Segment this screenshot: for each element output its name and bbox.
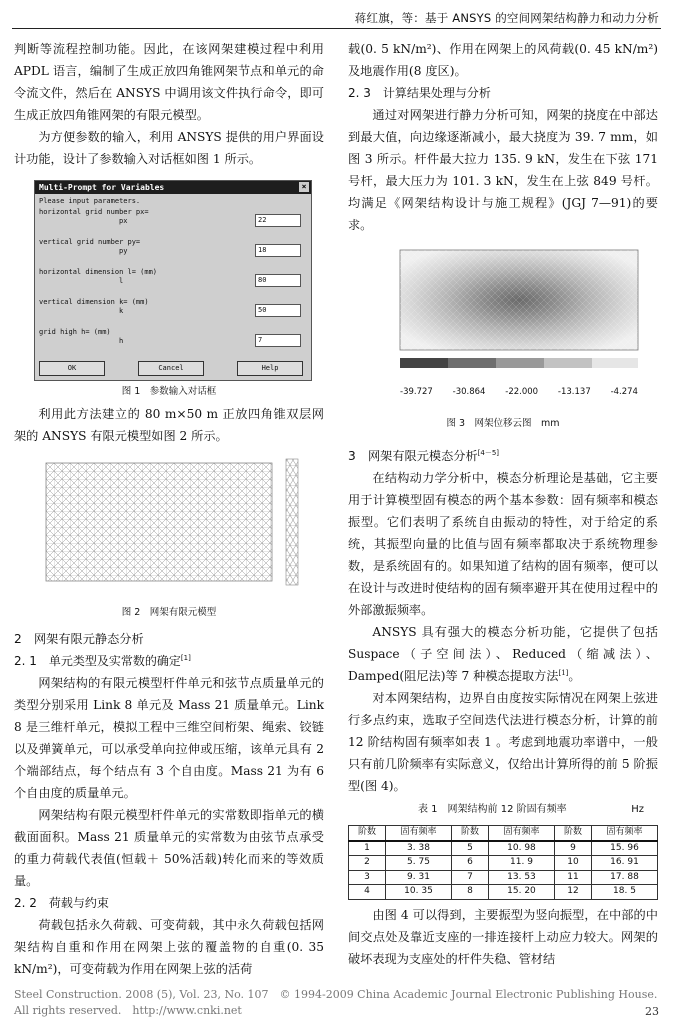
field-h [39,328,303,346]
table-cell: 11. 9 [489,856,555,871]
running-header: 蒋红旗，等：基于 ANSYS 的空间网架结构静力和动力分析 [354,11,659,25]
left-paragraph-1: 判断等流程控制功能。因此，在该网架建模过程中利用 APDL 语言，编制了生成正放四角锥网架节点和单元的命令流文件，然后在 ANSYS 中调用该文件执行命令，即可生成正放四角锥网架的有限元模型。 [14,42,324,122]
cancel-button[interactable]: Cancel [138,361,204,376]
left-paragraph-3: 利用此方法建立的 80 m×50 m 正放四角锥双层网架的 ANSYS 有限元模型如图 2 所示。 [14,407,324,443]
table-cell: 3 [349,870,386,885]
displacement-contour-image [348,244,658,374]
table-row [349,856,658,871]
field-label: vertical dimension k= (mm) [39,298,149,306]
table-cell: 9. 31 [386,870,452,885]
footer-text: Steel Construction. 2008 (5), Vol. 23, No. 107 © 1994-2009 China Academic Journal Electronic Publishing House. All rights reserved. http://www.cnki.net [14,988,658,1017]
ok-button[interactable]: OK [39,361,105,376]
figure-1-caption: 图 1 参数输入对话框 [121,386,217,397]
field-sub: px [119,217,128,225]
citation: [4－5] [477,448,500,457]
table-cell: 15. 20 [489,885,555,900]
section-2-2-heading: 2. 2 荷载与约束 [14,896,109,910]
table-cell: 7 [451,870,488,885]
table-cell: 6 [451,856,488,871]
field-label: horizontal dimension l= (mm) [39,268,158,276]
page-number: 23 [645,1005,659,1018]
table-cell: 4 [349,885,386,900]
fem-mesh-image [14,455,324,595]
section-2-heading: 2 网架有限元静态分析 [14,632,144,646]
dialog-body [35,194,311,380]
field-label: grid high h= (mm) [39,328,111,336]
right-paragraph-1: 载(0. 5 kN/m²)、作用在网架上的风荷载(0. 45 kN/m²)及地震作用(8 度区)。 [348,42,658,78]
dialog-title: Multi-Prompt for Variables [39,183,165,192]
legend-value: -4.274 [610,387,638,397]
table-cell: 16. 91 [591,856,657,871]
left-column [14,38,324,980]
table-cell: 11 [554,870,591,885]
contour-legend [400,381,638,403]
field-sub: h [119,337,124,345]
right-column [348,38,658,970]
table-header: 阶数 [451,826,488,841]
table-cell: 5. 75 [386,856,452,871]
table-cell: 8 [451,885,488,900]
table-cell: 18. 5 [591,885,657,900]
table-row [349,841,658,856]
section-2-3-heading: 2. 3 计算结果处理与分析 [348,86,491,100]
table-cell: 3. 38 [386,841,452,856]
table-cell: 12 [554,885,591,900]
field-label: horizontal grid number px= [39,208,149,216]
figure-3-caption: 图 3 网架位移云图 mm [446,418,560,429]
table-header: 固有频率 [386,826,452,841]
right-paragraph-3: 在结构动力学分析中，模态分析理论是基础，它主要用于计算模型固有模态的两个基本参数：固有频率和模态振型。它们表明了系统自由振动的特性，对于给定的系统，其振型向量的比值与固有频率都取决于系统物理参数，是系统固有的。如果知道了结构的固有频率，便可以在设计与改进时使结构的固有频率避开其在使用过程中的外部激振频率。 [348,471,658,617]
table-cell: 10 [554,856,591,871]
legend-value: -13.137 [557,387,591,397]
right-paragraph-5: 对本网架结构，边界自由度按实际情况在网架上弦进行多点约束，选取子空间迭代法进行模态分析，计算的前 12 阶结构固有频率如表 1 。考虑到地震功率谱中，一般只有前几阶频率有实际意义，仅给出计算所得的前 5 阶振型(图 4)。 [348,691,658,793]
py-input[interactable]: 18 [255,244,301,257]
field-k [39,298,303,316]
table-1-unit: Hz [631,804,644,815]
table-1-caption-row [348,799,658,821]
right-paragraph-6: 由图 4 可以得到，主要振型为竖向振型，在中部的中间交点处及靠近支座的一排连接杆上动应力较大。网架的破坏表现为支座处的杆件失稳、管材结 [348,907,658,966]
section-2-1-heading [14,650,324,672]
field-label: vertical grid number py= [39,238,141,246]
right-paragraph-4-end: 。 [568,669,581,683]
field-px [39,208,303,226]
table-cell: 17. 88 [591,870,657,885]
header-rule [12,28,661,29]
field-py [39,238,303,256]
table-cell: 9 [554,841,591,856]
right-paragraph-4-text: ANSYS 具有强大的模态分析功能，它提供了包括 Suspace（子空间法）、Reduced（缩减法）、Damped(阻尼法)等 7 种模态提取方法 [348,625,658,683]
frequency-table [348,825,658,900]
help-button[interactable]: Help [237,361,303,376]
citation: [1] [180,654,191,662]
k-input[interactable]: 50 [255,304,301,317]
table-header: 阶数 [349,826,386,841]
px-input[interactable]: 22 [255,214,301,227]
table-cell: 5 [451,841,488,856]
field-sub: l [119,277,124,285]
section-3-heading [348,445,658,467]
dialog-buttons [39,361,303,376]
table-cell: 10. 98 [489,841,555,856]
left-paragraph-4: 网架结构的有限元模型杆件单元和弦节点质量单元的类型分别采用 Link 8 单元及 Mass 21 质量单元。Link 8 是三维杆单元，模拟工程中三维空间桁架、绳索、铰链以及弹簧单元，可以承受单向拉伸或压缩，该单元具有 2 个端部结点，每个结点有 3 个自由度。Mass 21 为有 6 个自由度的质量单元。 [14,676,324,800]
left-paragraph-5: 网架结构有限元模型杆件单元的实常数即指单元的横截面面积。Mass 21 质量单元的实常数为由弦节点承受的重力荷载代表值(恒载＋ 50%活载)转化而来的等效质量。 [14,808,324,888]
dialog-prompt: Please input parameters. [39,197,141,205]
table-header: 阶数 [554,826,591,841]
table-row [349,870,658,885]
right-paragraph-2: 通过对网架进行静力分析可知，网架的挠度在中部达到最大值，向边缘逐渐减小，最大挠度为 39. 7 mm，如图 3 所示。杆件最大拉力 135. 9 kN，发生在下弦 171 号杆，最大压力为 101. 3 kN，发生在上弦 849 号杆。均满足《网架结构设计与施工规程》(JGJ 7—91)的要求。 [348,108,658,232]
citation: [1] [558,668,569,677]
table-header: 固有频率 [591,826,657,841]
table-header: 固有频率 [489,826,555,841]
table-header-row [349,826,658,841]
table-1-caption: 表 1 网架结构前 12 阶固有频率 [418,804,567,815]
legend-value: -39.727 [400,387,433,397]
figure-2-fem-model [14,455,324,602]
table-cell: 15. 96 [591,841,657,856]
table-cell: 10. 35 [386,885,452,900]
section-2-1-title: 2. 1 单元类型及实常数的确定 [14,654,181,668]
field-l [39,268,303,286]
table-cell: 13. 53 [489,870,555,885]
field-sub: k [119,307,124,315]
l-input[interactable]: 80 [255,274,301,287]
left-paragraph-2: 为方便参数的输入，利用 ANSYS 提供的用户界面设计功能，设计了参数输入对话框如图 1 所示。 [14,130,324,166]
table-cell: 2 [349,856,386,871]
page-footer [14,986,659,1018]
field-sub: py [119,247,128,255]
figure-3-displacement [348,244,658,403]
parameter-dialog [34,180,312,381]
table-row [349,885,658,900]
section-3-title: 3 网架有限元模态分析 [348,449,478,463]
h-input[interactable]: 7 [255,334,301,347]
right-paragraph-4 [348,621,658,687]
close-icon[interactable]: × [299,182,309,192]
legend-value: -22.000 [505,387,539,397]
legend-value: -30.864 [452,387,486,397]
figure-2-caption: 图 2 网架有限元模型 [121,607,217,618]
dialog-titlebar [35,181,311,194]
table-cell: 1 [349,841,386,856]
left-paragraph-6: 荷载包括永久荷载、可变荷载，其中永久荷载包括网架结构自重和作用在网架上弦的覆盖物的自重(0. 35 kN/m²)，可变荷载为作用在网架上弦的活荷 [14,918,324,976]
